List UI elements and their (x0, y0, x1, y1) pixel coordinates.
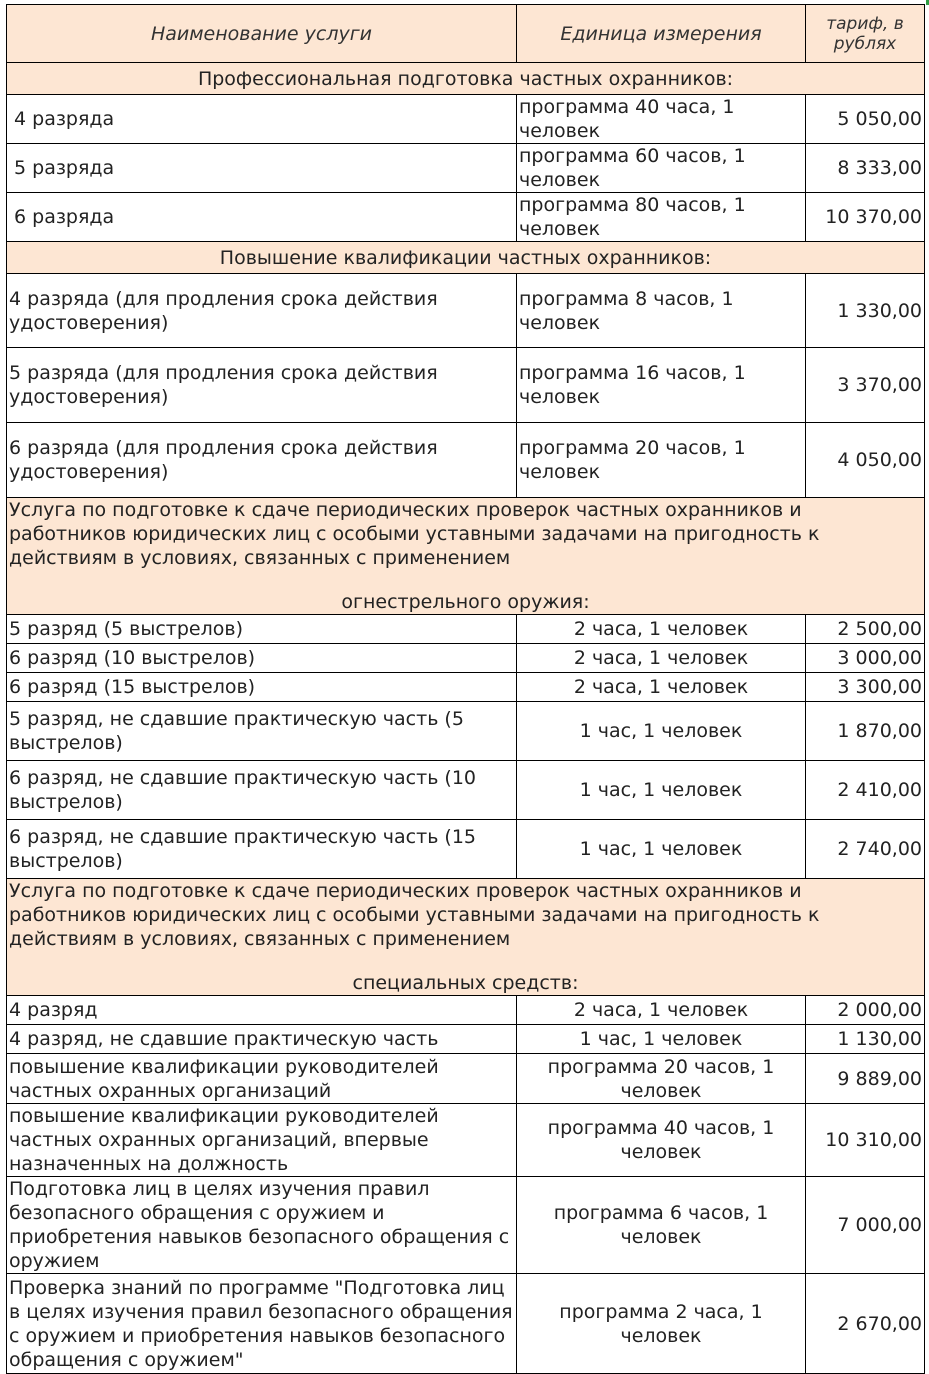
service-price: 2 740,00 (806, 820, 925, 879)
section-title: Профессиональная подготовка частных охранников: (7, 63, 925, 95)
table-row (7, 996, 925, 1025)
service-name: 4 разряд (7, 996, 517, 1025)
table-row (7, 1054, 925, 1104)
table-row (7, 1177, 925, 1274)
service-unit: программа 6 часов, 1 человек (517, 1177, 806, 1274)
service-price: 3 300,00 (806, 673, 925, 702)
service-unit: программа 40 часа, 1 человек (517, 95, 806, 144)
tariff-table (6, 4, 925, 1374)
service-price: 1 130,00 (806, 1025, 925, 1054)
service-unit: 2 часа, 1 человек (517, 996, 806, 1025)
header-unit: Единица измерения (517, 5, 806, 63)
table-row (7, 644, 925, 673)
service-price: 7 000,00 (806, 1177, 925, 1274)
table-row (7, 1274, 925, 1374)
service-price: 4 050,00 (806, 423, 925, 498)
service-price: 2 410,00 (806, 761, 925, 820)
table-row (7, 1025, 925, 1054)
table-row (7, 144, 925, 193)
service-name: 6 разряд (10 выстрелов) (7, 644, 517, 673)
service-unit: 2 часа, 1 человек (517, 615, 806, 644)
service-name: 4 разряд, не сдавшие практическую часть (7, 1025, 517, 1054)
service-price: 8 333,00 (806, 144, 925, 193)
header-tariff: тариф, в рублях (806, 5, 925, 63)
service-unit: программа 20 часов, 1 человек (517, 1054, 806, 1104)
service-unit: 2 часа, 1 человек (517, 644, 806, 673)
section-row (7, 242, 925, 274)
service-unit: 2 часа, 1 человек (517, 673, 806, 702)
service-unit: 1 час, 1 человек (517, 761, 806, 820)
table-row (7, 702, 925, 761)
service-price: 5 050,00 (806, 95, 925, 144)
section-text-tail: огнестрельного оружия: (341, 591, 590, 613)
section-text-tail: специальных средств: (352, 972, 579, 994)
service-unit: программа 2 часа, 1 человек (517, 1274, 806, 1374)
service-unit: программа 8 часов, 1 человек (517, 274, 806, 348)
service-name: 4 разряда (для продления срока действия удостоверения) (7, 274, 517, 348)
service-unit: программа 80 часов, 1 человек (517, 193, 806, 242)
section-row (7, 879, 925, 996)
table-row (7, 348, 925, 423)
table-row (7, 193, 925, 242)
service-unit: программа 16 часов, 1 человек (517, 348, 806, 423)
table-row (7, 95, 925, 144)
service-name: 5 разряда (для продления срока действия удостоверения) (7, 348, 517, 423)
service-name: Подготовка лиц в целях изучения правил безопасного обращения с оружием и приобретения навыков безопасного обращения с оружием (7, 1177, 517, 1274)
section-title: Повышение квалификации частных охранников: (7, 242, 925, 274)
service-price: 3 000,00 (806, 644, 925, 673)
table-row (7, 1104, 925, 1177)
table-row (7, 274, 925, 348)
table-row (7, 820, 925, 879)
service-price: 2 670,00 (806, 1274, 925, 1374)
service-name: 6 разряд, не сдавшие практическую часть (10 выстрелов) (7, 761, 517, 820)
section-description (7, 498, 925, 615)
service-name: 6 разряд, не сдавшие практическую часть (15 выстрелов) (7, 820, 517, 879)
service-price: 1 870,00 (806, 702, 925, 761)
service-unit: программа 20 часов, 1 человек (517, 423, 806, 498)
section-text: Услуга по подготовке к сдаче периодических проверок частных охранников и работников юридических лиц с особыми уставными задачами на пригодность к действиям в условиях, связанных с применением (9, 880, 820, 950)
service-name: 5 разряда (7, 144, 517, 193)
section-row (7, 63, 925, 95)
service-unit: программа 40 часов, 1 человек (517, 1104, 806, 1177)
service-price: 10 370,00 (806, 193, 925, 242)
service-price: 9 889,00 (806, 1054, 925, 1104)
header-service-name: Наименование услуги (7, 5, 517, 63)
header-row (7, 5, 925, 63)
service-unit: программа 60 часов, 1 человек (517, 144, 806, 193)
service-price: 1 330,00 (806, 274, 925, 348)
service-name: 5 разряд, не сдавшие практическую часть (5 выстрелов) (7, 702, 517, 761)
service-name: 6 разряд (15 выстрелов) (7, 673, 517, 702)
service-price: 3 370,00 (806, 348, 925, 423)
table-row (7, 615, 925, 644)
section-row (7, 498, 925, 615)
service-price: 2 500,00 (806, 615, 925, 644)
service-unit: 1 час, 1 человек (517, 1025, 806, 1054)
service-name: повышение квалификации руководителей частных охранных организаций (7, 1054, 517, 1104)
section-description (7, 879, 925, 996)
service-unit: 1 час, 1 человек (517, 702, 806, 761)
service-name: 6 разряда (для продления срока действия удостоверения) (7, 423, 517, 498)
service-name: 5 разряд (5 выстрелов) (7, 615, 517, 644)
table-row (7, 761, 925, 820)
service-price: 2 000,00 (806, 996, 925, 1025)
service-name: Проверка знаний по программе "Подготовка лиц в целях изучения правил безопасного обращения с оружием и приобретения навыков безопасного обращения с оружием" (7, 1274, 517, 1374)
table-row (7, 423, 925, 498)
service-name: 6 разряда (7, 193, 517, 242)
service-name: повышение квалификации руководителей частных охранных организаций, впервые назначенных на должность (7, 1104, 517, 1177)
service-name: 4 разряда (7, 95, 517, 144)
table-row (7, 673, 925, 702)
section-text: Услуга по подготовке к сдаче периодических проверок частных охранников и работников юридических лиц с особыми уставными задачами на пригодность к действиям в условиях, связанных с применением (9, 499, 820, 569)
service-unit: 1 час, 1 человек (517, 820, 806, 879)
service-price: 10 310,00 (806, 1104, 925, 1177)
